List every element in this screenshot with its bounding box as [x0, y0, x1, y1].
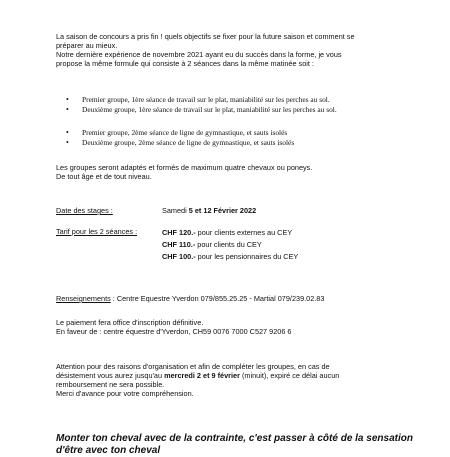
- intro-paragraph: [56, 32, 396, 68]
- payment-line: Le paiement fera office d'inscription définitive.: [56, 318, 204, 327]
- list-item: • Deuxième groupe, 1ère séance de travail sur le plat, maniabilité sur les perches au sol.: [64, 105, 337, 115]
- intro-line: Notre dernière expérience de novembre 2021 ayant eu du succès dans la forme, je vous: [56, 50, 342, 59]
- session-two-list: [64, 128, 294, 148]
- intro-line: préparer au mieux.: [56, 41, 118, 50]
- dates-value: Samedi 5 et 12 Février 2022: [162, 206, 257, 215]
- tarif-row: CHF 100.- pour les pensionnaires du CEY: [162, 252, 299, 261]
- payment-paragraph: [56, 318, 396, 336]
- groups-paragraph: [56, 163, 396, 181]
- slogan-line: d'être avec ton cheval: [56, 445, 161, 456]
- intro-line: propose la même formule qui consiste à 2 séances dans la même matinée soit :: [56, 59, 314, 68]
- groups-line: Les groupes seront adaptés et formés de maximum quatre chevaux ou poneys.: [56, 163, 313, 172]
- tarif-row: CHF 120.- pour clients externes au CEY: [162, 228, 293, 237]
- attention-line: désistement vous aurez jusqu'au mercredi 2 et 9 février (minuit), expiré ce délai aucun: [56, 371, 340, 380]
- slogan: [56, 433, 413, 457]
- info-line: Renseignements : Centre Equestre Yverdon 079/855.25.25 - Martial 079/239.02.83: [56, 294, 325, 303]
- intro-line: La saison de concours a pris fin ! quels objectifs se fixer pour la future saison et comment se: [56, 32, 355, 41]
- slogan-line: Monter ton cheval avec de la contrainte, c'est passer à côté de la sensation: [56, 433, 413, 444]
- tarif-list: [162, 227, 298, 263]
- attention-line: Attention pour des raisons d'organisation et afin de compléter les groupes, en cas de: [56, 362, 330, 371]
- groups-line: De tout âge et de tout niveau.: [56, 172, 152, 181]
- attention-paragraph: [56, 362, 396, 398]
- list-item: • Deuxième groupe, 2ème séance de ligne de gymnastique, et sauts isolés: [64, 138, 294, 148]
- tarif-label: Tarif pour les 2 séances :: [56, 227, 138, 236]
- attention-line: Merci d'avance pour votre compréhension.: [56, 389, 194, 398]
- attention-line: remboursement ne sera possible.: [56, 380, 165, 389]
- tarif-row: CHF 110.- pour clients du CEY: [162, 240, 262, 249]
- session-one-list: [64, 95, 337, 115]
- list-item: • Premier groupe, 2ème séance de ligne de gymnastique, et sauts isolés: [64, 128, 294, 138]
- dates-label: Date des stages :: [56, 206, 113, 215]
- list-item: • Premier groupe, 1ère séance de travail sur le plat, maniabilité sur les perches au sol.: [64, 95, 337, 105]
- payment-line: En faveur de : centre équestre d'Yverdon, CH59 0076 7000 C527 9206 6: [56, 327, 292, 336]
